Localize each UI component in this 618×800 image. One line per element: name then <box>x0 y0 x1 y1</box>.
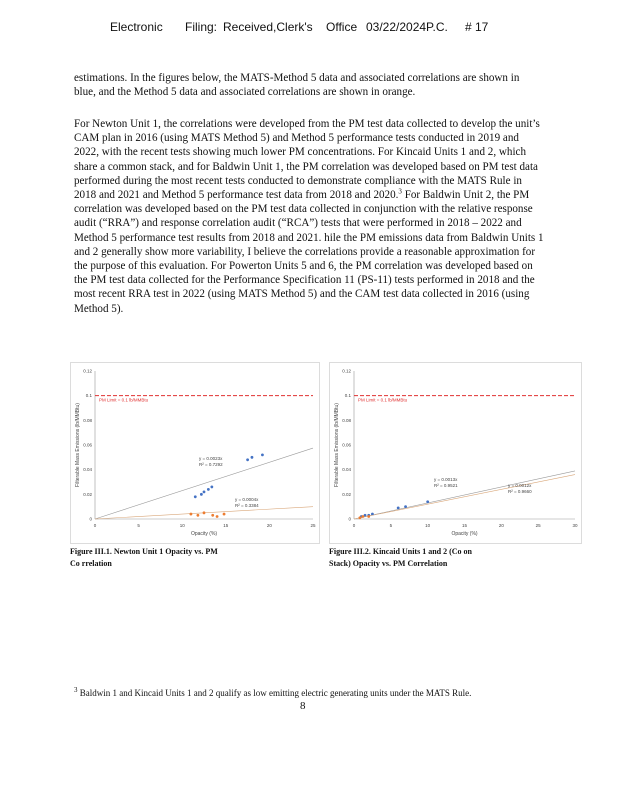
data-point <box>203 511 206 514</box>
y-tick-label: 0.1 <box>85 393 92 399</box>
header-word-2: Filing: <box>185 20 218 34</box>
x-tick-label: 10 <box>425 523 431 528</box>
data-point <box>358 516 361 519</box>
y-axis-label: Filterable Mass Emissions (lb/MMBtu) <box>75 403 81 487</box>
figure-2-caption-line-2: Stack) Opacity vs. PM Correlation <box>329 559 448 568</box>
data-point <box>251 456 254 459</box>
pm-limit-label: PM Limit = 0.1 lb/MMBtu <box>358 397 408 403</box>
figure-1-caption-line-1: Figure III.1. Newton Unit 1 Opacity vs. PM <box>70 547 218 556</box>
figure-kincaid-chart <box>329 362 582 544</box>
footnote-text: Baldwin 1 and Kincaid Units 1 and 2 qualify as low emitting electric generating units under the MATS Rule. <box>77 688 472 698</box>
trend-r2-label: R² = 0.9521 <box>434 483 458 488</box>
data-point <box>216 515 219 518</box>
data-point <box>246 458 249 461</box>
body-paragraph-2 <box>74 117 544 316</box>
page-number: 8 <box>300 700 306 712</box>
figure-1-caption-line-2: Co rrelation <box>70 559 112 568</box>
data-point <box>200 493 203 496</box>
header-word-1: Electronic <box>110 20 163 34</box>
figure-2-caption <box>329 546 544 570</box>
y-tick-label: 0.04 <box>342 467 351 473</box>
x-tick-label: 0 <box>93 523 97 528</box>
figure-newton-chart <box>70 362 320 544</box>
y-tick-label: 0.02 <box>83 491 92 497</box>
y-tick-label: 0.04 <box>83 467 92 473</box>
data-point <box>194 495 197 498</box>
x-tick-label: 15 <box>461 523 468 528</box>
paragraph-2-text-b: For Baldwin Unit 2, the PM correlation was developed based on the PM test data collected in conjunction with the relative response audit (“RRA”) and response correlation audit (“RCA”) tests that were performed in 2018 – 2022 and Method 5 performance test results from 2018 and 2021. hile the PM emissions data from Baldwin Units 1 and 2 generally show more variability, I believe the correlations provide a reasonable approximation for the purpose of this evaluation. For Powerton Units 5 and 6, the PM correlation was developed based on the PM test data collected for the Performance Specification 11 (PS-11) tests performed in 2018 and the most recent RRA test in 2022 (using MATS Method 5) and the CAM test data collected in 2016 (using Method 5). <box>74 189 544 315</box>
x-tick-label: 5 <box>137 523 140 528</box>
x-tick-label: 10 <box>179 523 185 528</box>
data-point <box>203 490 206 493</box>
figure-2-caption-line-1: Figure III.2. Kincaid Units 1 and 2 (Co on <box>329 547 472 556</box>
data-point <box>207 488 210 491</box>
figure-1-caption <box>70 546 270 570</box>
data-point <box>211 514 214 517</box>
x-tick-label: 0 <box>352 523 356 528</box>
y-tick-label: 0.12 <box>342 368 351 374</box>
y-tick-label: 0 <box>348 516 351 522</box>
footnote-marker: 3 <box>74 686 78 694</box>
trend-equation-label: y = 0.0004x <box>235 497 259 502</box>
x-tick-label: 15 <box>223 523 229 528</box>
data-point <box>404 505 407 508</box>
y-tick-label: 0.08 <box>342 417 351 423</box>
trendline <box>354 471 575 519</box>
data-point <box>261 453 264 456</box>
y-tick-label: 0.08 <box>83 417 92 423</box>
data-point <box>426 500 429 503</box>
x-axis-label: Opacity (%) <box>190 531 218 537</box>
y-tick-label: 0.06 <box>83 442 92 448</box>
data-point <box>210 486 213 489</box>
data-point <box>367 515 370 518</box>
data-point <box>196 514 199 517</box>
header-word-3: Received,Clerk's <box>223 20 313 34</box>
x-tick-label: 25 <box>310 523 316 528</box>
trend-equation-label: y = 0.0013x <box>434 477 458 482</box>
data-point <box>361 515 364 518</box>
header-word-6: # 17 <box>465 20 489 34</box>
footnote-reference[interactable]: 3 <box>398 187 402 196</box>
x-tick-label: 30 <box>572 523 578 528</box>
newton-scatter-plot <box>71 363 319 543</box>
y-tick-label: 0.02 <box>342 491 351 497</box>
header-word-4: Office <box>326 20 358 34</box>
trend-r2-label: R² = 0.9660 <box>508 489 532 494</box>
paragraph-1-text: estimations. In the figures below, the MATS-Method 5 data and associated correlations are shown in blue, and the Method 5 data and associated correlations are shown in orange. <box>74 72 520 99</box>
data-point <box>190 513 193 516</box>
pm-limit-label: PM Limit = 0.1 lb/MMBtu <box>99 397 149 403</box>
x-tick-label: 25 <box>535 523 541 528</box>
trendline <box>354 475 575 519</box>
trend-equation-label: y = 0.0023x <box>199 456 223 461</box>
footnote <box>74 688 471 698</box>
trend-r2-label: R² = 0.3384 <box>235 503 259 508</box>
y-tick-label: 0 <box>89 516 92 522</box>
kincaid-scatter-plot <box>330 363 581 543</box>
efiling-header <box>110 20 530 38</box>
y-tick-label: 0.1 <box>344 393 351 399</box>
trend-equation-label: y = 0.0012x <box>508 483 532 488</box>
x-tick-label: 5 <box>389 523 393 528</box>
paragraph-2-text-a: For Newton Unit 1, the correlations were developed from the PM test data collected to develop the unit’s CAM plan in 2016 (using MATS Method 5) and Method 5 performance tests conducted in 2019 and 2022, with the recent tests showing much lower PM concentrations. For Kincaid Units 1 and 2, which share a common stack, and for Baldwin Unit 1, the PM correlation was developed based on PM test data performed during the most recent tests conducted to demonstrate compliance with the MATS Rule in 2018 and 2021 and Method 5 performance test data from 2018 and 2020. <box>74 118 540 202</box>
y-tick-label: 0.12 <box>83 368 92 374</box>
trend-r2-label: R² = 0.7292 <box>199 462 223 467</box>
header-word-5: 03/22/2024P.C. <box>366 20 448 34</box>
data-point <box>223 513 226 516</box>
y-tick-label: 0.06 <box>342 442 351 448</box>
x-axis-label: Opacity (%) <box>451 531 478 537</box>
body-paragraph-1 <box>74 71 544 99</box>
data-point <box>397 507 400 510</box>
y-axis-label: Filterable Mass Emissions (lb/MMBtu) <box>334 403 340 487</box>
x-tick-label: 20 <box>266 523 272 528</box>
x-tick-label: 20 <box>498 523 504 528</box>
